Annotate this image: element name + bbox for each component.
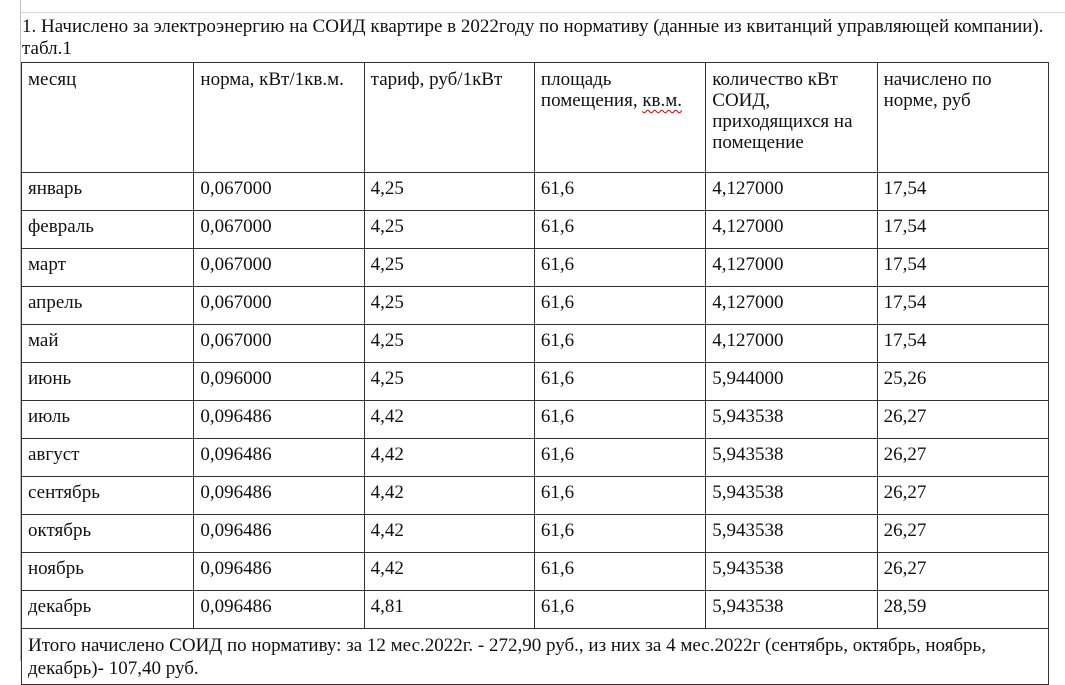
table-row bbox=[22, 591, 1049, 629]
cell-month: февраль bbox=[22, 211, 194, 249]
table-row bbox=[22, 325, 1049, 363]
page-top-line bbox=[20, 12, 1065, 13]
table-row bbox=[22, 211, 1049, 249]
cell-month: май bbox=[22, 325, 194, 363]
cell-area: 61,6 bbox=[534, 287, 705, 325]
header-norm: норма, кВт/1кв.м. bbox=[194, 63, 364, 173]
cell-tariff: 4,25 bbox=[364, 363, 534, 401]
cell-area: 61,6 bbox=[534, 401, 705, 439]
cell-month: март bbox=[22, 249, 194, 287]
table-row bbox=[22, 439, 1049, 477]
header-month: месяц bbox=[22, 63, 194, 173]
cell-norm: 0,096486 bbox=[194, 477, 364, 515]
cell-area: 61,6 bbox=[534, 591, 705, 629]
cell-norm: 0,067000 bbox=[194, 249, 364, 287]
table-row bbox=[22, 553, 1049, 591]
cell-area: 61,6 bbox=[534, 439, 705, 477]
cell-area: 61,6 bbox=[534, 249, 705, 287]
cell-norm: 0,096486 bbox=[194, 591, 364, 629]
cell-charged: 26,27 bbox=[877, 553, 1048, 591]
cell-quantity: 5,943538 bbox=[706, 591, 877, 629]
cell-quantity: 4,127000 bbox=[706, 211, 877, 249]
cell-charged: 26,27 bbox=[877, 401, 1048, 439]
header-area-unit: кв.м. bbox=[642, 90, 683, 111]
header-charged: начислено по норме, руб bbox=[877, 63, 1048, 173]
cell-tariff: 4,42 bbox=[364, 401, 534, 439]
cell-month: ноябрь bbox=[22, 553, 194, 591]
cell-month: апрель bbox=[22, 287, 194, 325]
cell-norm: 0,096486 bbox=[194, 553, 364, 591]
cell-quantity: 5,943538 bbox=[706, 515, 877, 553]
cell-quantity: 5,943538 bbox=[706, 401, 877, 439]
table-row bbox=[22, 515, 1049, 553]
table-row bbox=[22, 477, 1049, 515]
cell-area: 61,6 bbox=[534, 553, 705, 591]
table-row bbox=[22, 287, 1049, 325]
cell-norm: 0,067000 bbox=[194, 325, 364, 363]
cell-month: июль bbox=[22, 401, 194, 439]
cell-quantity: 5,944000 bbox=[706, 363, 877, 401]
cell-charged: 17,54 bbox=[877, 325, 1048, 363]
cell-area: 61,6 bbox=[534, 515, 705, 553]
cell-norm: 0,067000 bbox=[194, 173, 364, 211]
cell-norm: 0,096486 bbox=[194, 401, 364, 439]
cell-quantity: 4,127000 bbox=[706, 249, 877, 287]
cell-charged: 17,54 bbox=[877, 173, 1048, 211]
header-area-label: площадь помещения, bbox=[540, 69, 643, 111]
cell-tariff: 4,42 bbox=[364, 477, 534, 515]
header-area bbox=[534, 63, 705, 173]
table-row bbox=[22, 249, 1049, 287]
cell-quantity: 5,943538 bbox=[706, 477, 877, 515]
cell-charged: 17,54 bbox=[877, 249, 1048, 287]
cell-tariff: 4,25 bbox=[364, 211, 534, 249]
table-row bbox=[22, 401, 1049, 439]
cell-tariff: 4,25 bbox=[364, 325, 534, 363]
cell-charged: 17,54 bbox=[877, 287, 1048, 325]
cell-norm: 0,067000 bbox=[194, 211, 364, 249]
cell-norm: 0,096000 bbox=[194, 363, 364, 401]
cell-tariff: 4,42 bbox=[364, 439, 534, 477]
cell-tariff: 4,42 bbox=[364, 515, 534, 553]
cell-month: июнь bbox=[22, 363, 194, 401]
cell-month: январь bbox=[22, 173, 194, 211]
cell-tariff: 4,25 bbox=[364, 173, 534, 211]
cell-tariff: 4,25 bbox=[364, 249, 534, 287]
header-tariff: тариф, руб/1кВт bbox=[364, 63, 534, 173]
table-footer-row bbox=[22, 629, 1049, 685]
cell-month: сентябрь bbox=[22, 477, 194, 515]
cell-norm: 0,096486 bbox=[194, 439, 364, 477]
table-caption: 1. Начислено за электроэнергию на СОИД квартире в 2022году по нормативу (данные из квитанций управляющей компании). табл.1 bbox=[22, 16, 1044, 59]
cell-charged: 28,59 bbox=[877, 591, 1048, 629]
cell-norm: 0,067000 bbox=[194, 287, 364, 325]
cell-area: 61,6 bbox=[534, 173, 705, 211]
header-quantity: количество кВт СОИД, приходящихся на помещение bbox=[706, 63, 877, 173]
cell-charged: 26,27 bbox=[877, 439, 1048, 477]
cell-area: 61,6 bbox=[534, 325, 705, 363]
total-summary: Итого начислено СОИД по нормативу: за 12 мес.2022г. - 272,90 руб., из них за 4 мес.2022г (сентябрь, октябрь, ноябрь, декабрь)- 107,40 руб. bbox=[22, 629, 1049, 685]
cell-month: август bbox=[22, 439, 194, 477]
cell-area: 61,6 bbox=[534, 477, 705, 515]
cell-quantity: 5,943538 bbox=[706, 439, 877, 477]
cell-tariff: 4,42 bbox=[364, 553, 534, 591]
cell-quantity: 4,127000 bbox=[706, 325, 877, 363]
cell-tariff: 4,25 bbox=[364, 287, 534, 325]
cell-quantity: 4,127000 bbox=[706, 173, 877, 211]
table-row bbox=[22, 173, 1049, 211]
cell-charged: 26,27 bbox=[877, 515, 1048, 553]
cell-tariff: 4,81 bbox=[364, 591, 534, 629]
table-row bbox=[22, 363, 1049, 401]
cell-charged: 26,27 bbox=[877, 477, 1048, 515]
electricity-charges-table bbox=[21, 62, 1049, 685]
cell-area: 61,6 bbox=[534, 211, 705, 249]
cell-charged: 25,26 bbox=[877, 363, 1048, 401]
cell-norm: 0,096486 bbox=[194, 515, 364, 553]
cell-area: 61,6 bbox=[534, 363, 705, 401]
cell-month: декабрь bbox=[22, 591, 194, 629]
cell-quantity: 5,943538 bbox=[706, 553, 877, 591]
table-header-row bbox=[22, 63, 1049, 173]
cell-month: октябрь bbox=[22, 515, 194, 553]
cell-charged: 17,54 bbox=[877, 211, 1048, 249]
cell-quantity: 4,127000 bbox=[706, 287, 877, 325]
